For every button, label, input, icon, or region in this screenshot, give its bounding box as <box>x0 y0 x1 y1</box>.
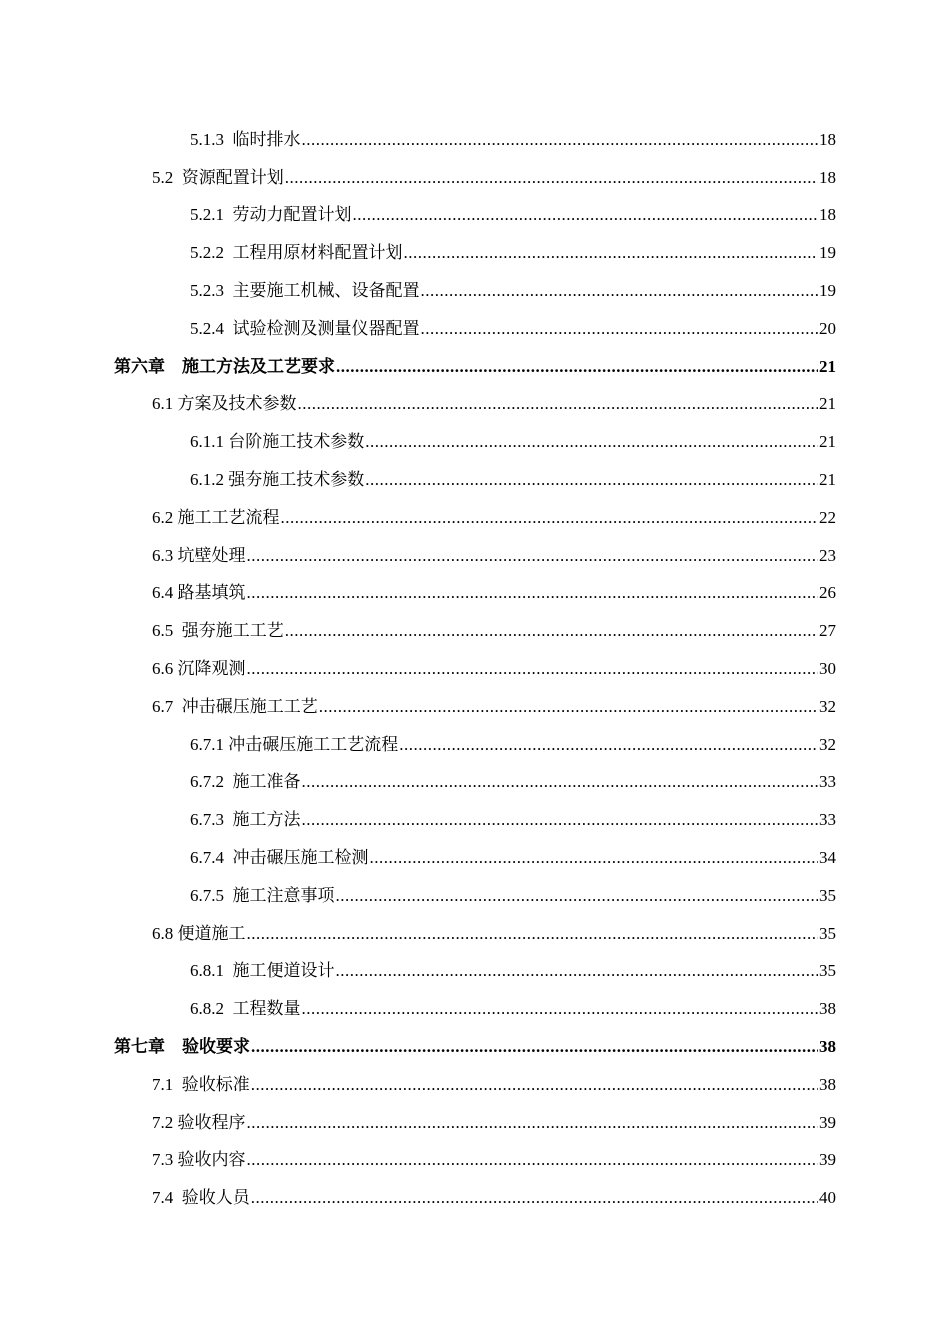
toc-entry-title: 6.2 施工工艺流程 <box>152 507 280 527</box>
toc-entry-page: 35 <box>819 885 836 905</box>
toc-entry-page: 18 <box>819 129 836 149</box>
toc-entry[interactable] <box>0 915 950 953</box>
dot-leader <box>285 168 818 188</box>
toc-entry-title: 5.1.3 临时排水 <box>190 129 301 149</box>
toc-entry[interactable] <box>0 461 950 499</box>
toc-entry-page: 39 <box>819 1150 836 1170</box>
dot-leader <box>365 432 818 452</box>
dot-leader <box>302 130 819 150</box>
toc-entry[interactable] <box>0 839 950 877</box>
toc-entry-page: 21 <box>819 394 836 414</box>
toc-entry-page: 22 <box>819 507 836 527</box>
toc-entry[interactable] <box>0 990 950 1028</box>
dot-leader <box>247 1113 819 1133</box>
toc-entry-title: 6.7.4 冲击碾压施工检测 <box>190 848 369 868</box>
toc-entry-page: 33 <box>819 772 836 792</box>
dot-leader <box>421 319 819 339</box>
toc-entry-title: 6.3 坑壁处理 <box>152 545 246 565</box>
toc-entry[interactable] <box>0 499 950 537</box>
toc-entry[interactable] <box>0 159 950 197</box>
dot-leader <box>247 924 819 944</box>
dot-leader <box>353 205 819 225</box>
toc-entry-title: 7.4 验收人员 <box>152 1188 250 1208</box>
toc-entry[interactable] <box>0 726 950 764</box>
toc-entry-title: 6.6 沉降观测 <box>152 659 246 679</box>
dot-leader <box>247 659 819 679</box>
toc-entry-title: 6.7.1 冲击碾压施工工艺流程 <box>190 734 399 754</box>
toc-entry-page: 30 <box>819 659 836 679</box>
toc-entry-page: 18 <box>819 167 836 187</box>
toc-entry-title: 6.7.5 施工注意事项 <box>190 885 335 905</box>
toc-entry-page: 33 <box>819 810 836 830</box>
toc-entry[interactable] <box>0 423 950 461</box>
toc-entry[interactable] <box>0 575 950 613</box>
toc-entry-title: 6.8 便道施工 <box>152 923 246 943</box>
dot-leader <box>251 1188 818 1208</box>
toc-entry-title: 6.7.2 施工准备 <box>190 772 301 792</box>
toc-entry[interactable] <box>0 1066 950 1104</box>
toc-entry-page: 34 <box>819 848 836 868</box>
toc-entry-title: 6.4 路基填筑 <box>152 583 246 603</box>
toc-chapter-entry[interactable] <box>0 348 950 386</box>
toc-entry-title: 6.1.1 台阶施工技术参数 <box>190 432 365 452</box>
toc-entry-page: 21 <box>819 432 836 452</box>
dot-leader <box>285 621 818 641</box>
dot-leader <box>365 470 818 490</box>
toc-entry-page: 38 <box>819 1074 836 1094</box>
dot-leader <box>247 546 819 566</box>
toc-chapter-entry[interactable] <box>0 1028 950 1066</box>
toc-entry[interactable] <box>0 197 950 235</box>
toc-entry-page: 19 <box>819 243 836 263</box>
dot-leader <box>302 999 819 1019</box>
toc-entry-page: 26 <box>819 583 836 603</box>
toc-entry-page: 18 <box>819 205 836 225</box>
toc-entry-title: 6.8.1 施工便道设计 <box>190 961 335 981</box>
toc-entry-title: 第七章 验收要求 <box>114 1037 250 1057</box>
table-of-contents <box>0 121 950 1217</box>
dot-leader <box>247 1150 819 1170</box>
toc-entry[interactable] <box>0 764 950 802</box>
toc-entry-title: 7.3 验收内容 <box>152 1150 246 1170</box>
toc-entry-title: 7.1 验收标准 <box>152 1074 250 1094</box>
dot-leader <box>370 848 819 868</box>
toc-entry[interactable] <box>0 234 950 272</box>
dot-leader <box>302 772 819 792</box>
toc-entry-title: 6.7 冲击碾压施工工艺 <box>152 696 318 716</box>
toc-entry-page: 39 <box>819 1112 836 1132</box>
dot-leader <box>281 508 819 528</box>
toc-entry-title: 第六章 施工方法及工艺要求 <box>114 356 335 376</box>
toc-entry-title: 6.8.2 工程数量 <box>190 999 301 1019</box>
toc-entry-title: 6.5 强夯施工工艺 <box>152 621 284 641</box>
toc-entry[interactable] <box>0 1179 950 1217</box>
dot-leader <box>298 394 819 414</box>
toc-entry-page: 21 <box>819 356 836 376</box>
dot-leader <box>302 810 819 830</box>
toc-entry-title: 6.1 方案及技术参数 <box>152 394 297 414</box>
toc-entry[interactable] <box>0 953 950 991</box>
toc-entry-title: 6.7.3 施工方法 <box>190 810 301 830</box>
toc-entry-page: 32 <box>819 696 836 716</box>
toc-entry-page: 38 <box>819 1037 836 1057</box>
toc-entry[interactable] <box>0 877 950 915</box>
dot-leader <box>399 735 818 755</box>
dot-leader <box>251 1075 818 1095</box>
dot-leader <box>251 1037 818 1057</box>
toc-entry-page: 19 <box>819 281 836 301</box>
toc-entry-page: 21 <box>819 470 836 490</box>
toc-entry[interactable] <box>0 1142 950 1180</box>
toc-entry-page: 35 <box>819 923 836 943</box>
toc-entry-page: 40 <box>819 1188 836 1208</box>
toc-entry-title: 6.1.2 强夯施工技术参数 <box>190 470 365 490</box>
toc-entry[interactable] <box>0 537 950 575</box>
toc-entry-page: 23 <box>819 545 836 565</box>
dot-leader <box>336 886 819 906</box>
toc-entry-title: 5.2.4 试验检测及测量仪器配置 <box>190 318 420 338</box>
dot-leader <box>319 697 818 717</box>
toc-entry-page: 27 <box>819 621 836 641</box>
toc-entry[interactable] <box>0 801 950 839</box>
toc-entry[interactable] <box>0 386 950 424</box>
toc-entry[interactable] <box>0 272 950 310</box>
dot-leader <box>247 583 819 603</box>
toc-entry-title: 7.2 验收程序 <box>152 1112 246 1132</box>
toc-entry[interactable] <box>0 612 950 650</box>
toc-entry-page: 32 <box>819 734 836 754</box>
toc-entry-title: 5.2.3 主要施工机械、设备配置 <box>190 281 420 301</box>
toc-entry-page: 38 <box>819 999 836 1019</box>
toc-entry-title: 5.2.1 劳动力配置计划 <box>190 205 352 225</box>
toc-entry[interactable] <box>0 121 950 159</box>
toc-entry-page: 20 <box>819 318 836 338</box>
toc-entry[interactable] <box>0 688 950 726</box>
toc-entry[interactable] <box>0 310 950 348</box>
dot-leader <box>336 961 819 981</box>
dot-leader <box>421 281 819 301</box>
toc-entry[interactable] <box>0 1104 950 1142</box>
toc-entry-page: 35 <box>819 961 836 981</box>
toc-entry-title: 5.2 资源配置计划 <box>152 167 284 187</box>
toc-entry[interactable] <box>0 650 950 688</box>
toc-entry-title: 5.2.2 工程用原材料配置计划 <box>190 243 403 263</box>
dot-leader <box>404 243 819 263</box>
dot-leader <box>336 357 818 377</box>
